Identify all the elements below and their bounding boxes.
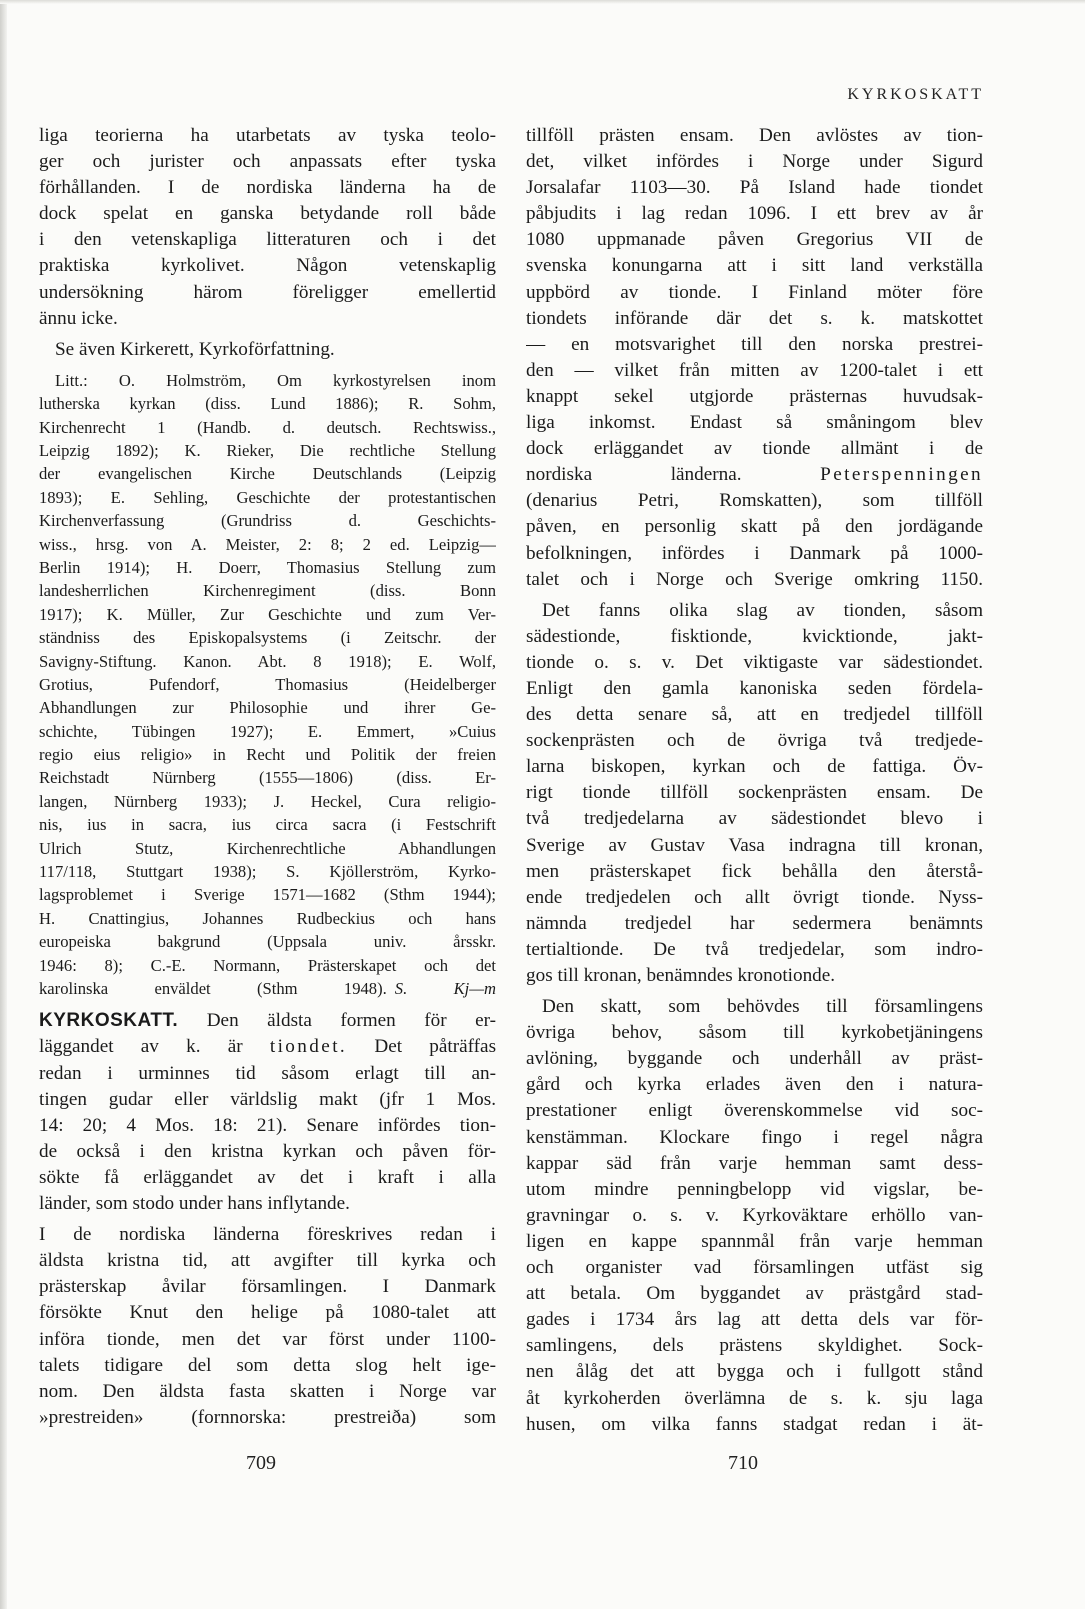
text-line: talets tidigare del som detta slog helt ige- [39,1354,496,1376]
literature-line: Savigny-Stiftung. Kanon. Abt. 8 1918); E. Wolf, [39,651,496,671]
literature-list [39,369,496,1001]
literature-line: 1946: 8); C.-E. Normann, Prästerskapet och det [39,955,496,975]
literature-line: Kirchenrecht 1 (Handb. d. deutsch. Rechtswiss., [39,417,496,437]
text-line: nom. Den äldsta fasta skatten i Norge var [39,1380,496,1402]
text-line: ligen en kappe spannmål från varje hemman [526,1230,983,1252]
author-signature: S. Kj—m [394,979,496,998]
text-line: nen ålåg det att bygga och i fullgott stånd [526,1361,983,1383]
literature-line: Leipzig 1892); K. Rieker, Die rechtliche Stellung [39,441,496,461]
text-line: påven, en personlig skatt på den jordägande [526,516,983,538]
entry-text: nordiska länderna. [526,464,742,486]
text-line: 1080 uppmanade påven Gregorius VII de [526,229,983,251]
paragraph-continuation [39,123,496,332]
entry-text: Det påträffas [374,1036,496,1058]
literature-line: landesherrlichen Kirchenregiment (diss. Bonn [39,581,496,601]
literature-line: Abhandlungen zur Philosophie und ihrer Ge- [39,698,496,718]
text-line: sockenprästen och de övriga två tredjede- [526,730,983,752]
entry-first-line [39,1008,496,1034]
text-line: försökte Knut den helige på 1080-talet att [39,1302,496,1324]
entry-second-line [39,1034,496,1060]
text-line: Jorsalafar 1103—30. På Island hade tiondet [526,177,983,199]
text-line: äldsta kristna tid, att avgifter till kyrka och [39,1250,496,1272]
text-line: gades i 1734 års lag att detta dels var för- [526,1309,983,1331]
text-line: förhållanden. I de nordiska länderna ha de [39,177,496,199]
literature-line: nis, ius in sacra, ius circa sacra (i Festschrift [39,815,496,835]
text-line: — en motsvarighet till den norska prestrei- [526,333,983,355]
emphasized-term: tiondet. [269,1036,348,1058]
text-line: samlingens, dels prästens skyldighet. Sock- [526,1335,983,1357]
text-line: gravningar o. s. v. Kyrkoväktare erhöllo van- [526,1204,983,1226]
article-entry [39,1008,496,1217]
text-line: knappt sekel utgjorde prästernas huvudsak- [526,385,983,407]
text-line: undersökning härom föreligger emellertid [39,281,496,303]
text-line: övriga behov, såsom till kyrkobetjäningens [526,1022,983,1044]
literature-line: 1893); E. Sehling, Geschichte der protestantischen [39,487,496,507]
text-line: befolkningen, infördes i Danmark på 1000- [526,542,983,564]
text-line: larna biskopen, kyrkan och de fattiga. Öv- [526,756,983,778]
text-line: gos till kronan, benämndes kronotionde. [526,965,836,986]
literature-last-line [39,977,496,1000]
text-line: Den skatt, som behövdes till församlingens [542,996,983,1018]
paragraph [526,598,983,989]
text-line: påbjudits i lag redan 1096. I ett brev av år [526,203,983,225]
text-line: tionde o. s. v. Det viktigaste var sädestiondet. [526,651,983,673]
page-number-left: 709 [246,1452,276,1474]
literature-line: Litt.: O. Holmström, Om kyrkostyrelsen inom [55,370,496,390]
literature-line: Grotius, Pufendorf, Thomasius (Heidelberger [39,674,496,694]
entry-text: Den äldsta formen för er- [206,1010,496,1032]
text-line: liga teorierna ha utarbetats av tyska teolo- [39,125,496,146]
literature-line: Berlin 1914); H. Doerr, Thomasius Stellung zum [39,557,496,577]
text-line: införa tionde, men det var först under 1100- [39,1328,496,1350]
right-column [526,123,983,1438]
text-line: praktiska kyrkolivet. Någon vetenskaplig [39,255,496,277]
text-line: men prästerskapet fick behålla den återstå- [526,860,983,882]
scan-edge-top [0,0,1085,4]
entry-text: läggandet av k. är [39,1036,243,1058]
text-line: sädestionde, fisktionde, kvicktionde, jakt- [526,625,983,647]
text-line: tingen gudar eller världslig makt (jfr 1 Mos. [39,1088,496,1110]
literature-line: der evangelischen Kirche Deutschlands (Leipzig [39,464,496,484]
literature-line: ständniss des Episkopalsystems (i Zeitschr. der [39,628,496,648]
text-line: ende tredjedelen och allt övrigt tionde. Nyss- [526,886,983,908]
text-line: tertialtionde. De två tredjedelar, som indro- [526,938,983,960]
literature-line: Kirchenverfassung (Grundriss d. Geschichts- [39,511,496,531]
text-line: de också i den kristna kyrkan och påven för- [39,1140,496,1162]
text-line: (denarius Petri, Romskatten), som tillföll [526,490,983,512]
literature-line: schichte, Tübingen 1927); E. Emmert, »Cuius [39,721,496,741]
literature-line: langen, Nürnberg 1933); J. Heckel, Cura religio- [39,791,496,811]
text-line: »prestreiden» (fornnorska: prestreiða) som [39,1406,496,1428]
text-line: åt kyrkoherden överlämna de s. k. sju laga [526,1387,983,1409]
text-line: ännu icke. [39,307,118,329]
text-line: gård och kyrka erlades även den i natura- [526,1074,983,1096]
text-line: den — vilket från mitten av 1200-talet i ett [526,359,983,381]
running-head: KYRKOSKATT [847,86,984,103]
text-line: det, vilket infördes i Norge under Sigurd [526,151,983,173]
entry-keyword: KYRKOSKATT. [39,1010,179,1032]
text-line: Enligt den gamla kanoniska seden fördela- [526,677,983,699]
literature-line: europeiska bakgrund (Uppsala univ. årsskr. [39,932,496,952]
literature-line: Ulrich Stutz, Kirchenrechtliche Abhandlungen [39,838,496,858]
text-line: talet och i Norge och Sverige omkring 1150. [526,568,983,590]
literature-line: 117/118, Stuttgart 1938); S. Kjöllerström, Kyrko- [39,862,496,882]
text-line: länder, som stodo under hans inflytande. [39,1193,350,1215]
text-line: rigt tionde tillföll sockenprästen ensam. De [526,782,983,804]
text-line: 14: 20; 4 Mos. 18: 21). Senare infördes tion- [39,1114,496,1136]
text-line: liga inkomst. Endast så småningom blev [526,412,983,434]
text-line: redan i urminnes tid såsom erlagt till an- [39,1062,496,1084]
text-line: i den vetenskapliga litteraturen och i det [39,229,496,251]
paragraph [526,994,983,1438]
text-line: husen, om vilka fanns stadgat redan i ät- [526,1413,983,1435]
paragraph [39,1222,496,1431]
text-line: avlöning, byggande och underhåll av präst- [526,1048,983,1070]
literature-line: lutherska kyrkan (diss. Lund 1886); R. Sohm, [39,394,496,414]
text-line: svenska konungarna att i sitt land verkställa [526,255,983,277]
text-line: dock erläggandet av tionde allmänt i de [526,438,983,460]
text-line: kenstämman. Klockare fingo i regel några [526,1126,983,1148]
emphasized-term: Peterspenningen [820,464,983,486]
literature-line: Reichstadt Nürnberg (1555—1806) (diss. Er- [39,768,496,788]
scan-edge [0,0,7,1609]
paragraph-continuation [526,123,983,593]
text-line: två tredjedelarna av sädestiondet blevo i [526,808,983,830]
literature-line: wiss., hrsg. von A. Meister, 2: 8; 2 ed. Leipzig— [39,534,496,554]
literature-line: lagsproblemet i Sverige 1571—1682 (Sthm 1944); [39,885,496,905]
text-line: des detta senare så, att en tredjedel tillföll [526,704,983,726]
text-line: ger och jurister och anpassats efter tyska [39,151,496,173]
text-line: sökte få erläggandet av det i kraft i alla [39,1166,496,1188]
text-line: prestationer enligt överenskommelse vid soc- [526,1100,983,1122]
text-line: nämnda tredjedel har sedermera benämnts [526,912,983,934]
text-line: Det fanns olika slag av tionden, såsom [542,599,983,621]
text-line: I de nordiska länderna föreskrives redan i [39,1224,496,1246]
page-number-right: 710 [728,1452,758,1474]
see-also-reference: Se även Kirkerett, Kyrkoförfattning. [55,338,335,360]
peterspenningen-line [526,462,983,488]
text-line: utom mindre penningbelopp vid vigslar, be- [526,1178,983,1200]
text-line: tiondets införande där det s. k. matskottet [526,307,983,329]
text-line: tillföll prästen ensam. Den avlöstes av tion- [526,125,983,146]
left-column [39,123,496,1431]
text-line: dock spelat en ganska betydande roll både [39,203,496,225]
literature-line: regio eius religio» in Recht und Politik der freien [39,745,496,765]
literature-text: karolinska enväldet (Sthm 1948). [39,979,387,998]
text-line: kappar säd från varje hemman samt dess- [526,1152,983,1174]
text-line: Sverige av Gustav Vasa indragna till kronan, [526,834,983,856]
text-line: uppbörd av tionde. I Finland möter före [526,281,983,303]
text-line: att betala. Om byggandet av prästgård stad- [526,1283,983,1305]
text-line: prästerskap åvilar församlingen. I Danmark [39,1276,496,1298]
literature-line: 1917); K. Müller, Zur Geschichte und zum Ver- [39,604,496,624]
literature-line: H. Cnattingius, Johannes Rudbeckius och hans [39,908,496,928]
text-line: och organister vad församlingen utfäst sig [526,1257,983,1279]
